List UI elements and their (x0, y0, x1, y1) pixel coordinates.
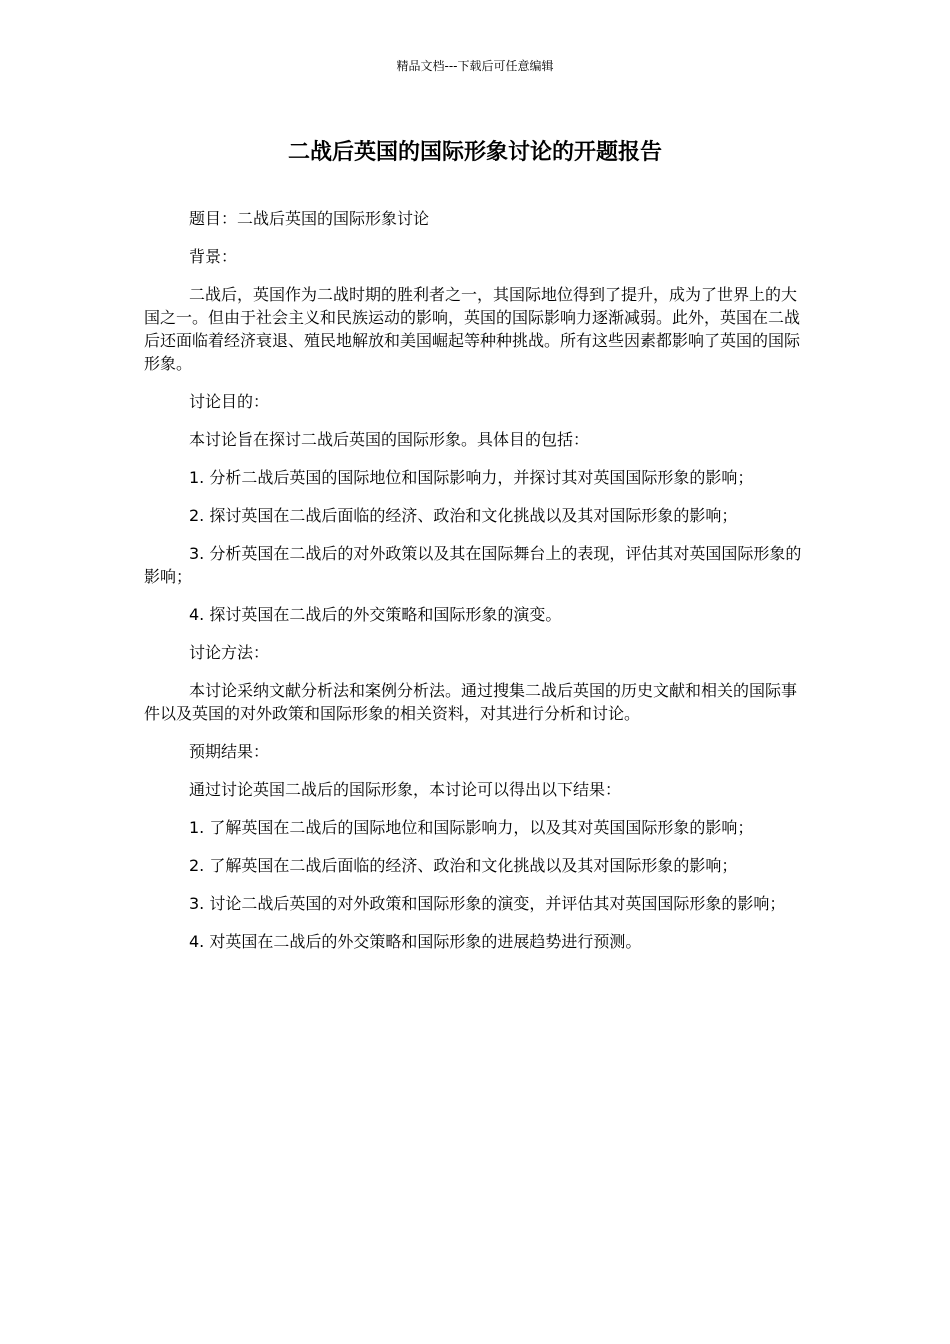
document-body (144, 207, 804, 968)
purpose-intro: 本讨论旨在探讨二战后英国的国际形象。具体目的包括： (189, 430, 590, 449)
section-heading-background: 背景： (189, 247, 238, 266)
results-item-3: 3. 讨论二战后英国的对外政策和国际形象的演变，并评估其对英国国际形象的影响； (189, 894, 786, 913)
background-paragraph: 二战后，英国作为二战时期的胜利者之一，其国际地位得到了提升，成为了世界上的大国之一。但由于社会主义和民族运动的影响，英国的国际影响力逐渐减弱。此外，英国在二战后还面临着经济衰退、殖民地解放和美国崛起等种种挑战。所有这些因素都影响了英国的国际形象。 (144, 285, 801, 373)
results-item-1: 1. 了解英国在二战后的国际地位和国际影响力，以及其对英国国际形象的影响； (189, 818, 754, 837)
purpose-item-2: 2. 探讨英国在二战后面临的经济、政治和文化挑战以及其对国际形象的影响； (189, 506, 738, 525)
purpose-item-4: 4. 探讨英国在二战后的外交策略和国际形象的演变。 (189, 605, 562, 624)
results-intro: 通过讨论英国二战后的国际形象，本讨论可以得出以下结果： (189, 780, 622, 799)
section-heading-results: 预期结果： (189, 742, 270, 761)
page-header: 精品文档---下载后可任意编辑 (396, 59, 554, 73)
method-paragraph: 本讨论采纳文献分析法和案例分析法。通过搜集二战后英国的历史文献和相关的国际事件以及英国的对外政策和国际形象的相关资料，对其进行分析和讨论。 (144, 681, 798, 723)
topic-line: 题目：二战后英国的国际形象讨论 (189, 209, 430, 228)
purpose-item-1: 1. 分析二战后英国的国际地位和国际影响力，并探讨其对英国国际形象的影响； (189, 468, 754, 487)
purpose-item-3: 3. 分析英国在二战后的对外政策以及其在国际舞台上的表现，评估其对英国国际形象的影响； (144, 544, 802, 586)
section-heading-method: 讨论方法： (189, 643, 270, 662)
results-item-2: 2. 了解英国在二战后面临的经济、政治和文化挑战以及其对国际形象的影响； (189, 856, 738, 875)
section-heading-purpose: 讨论目的： (189, 392, 270, 411)
document-title: 二战后英国的国际形象讨论的开题报告 (287, 140, 662, 165)
results-item-4: 4. 对英国在二战后的外交策略和国际形象的进展趋势进行预测。 (189, 932, 642, 951)
